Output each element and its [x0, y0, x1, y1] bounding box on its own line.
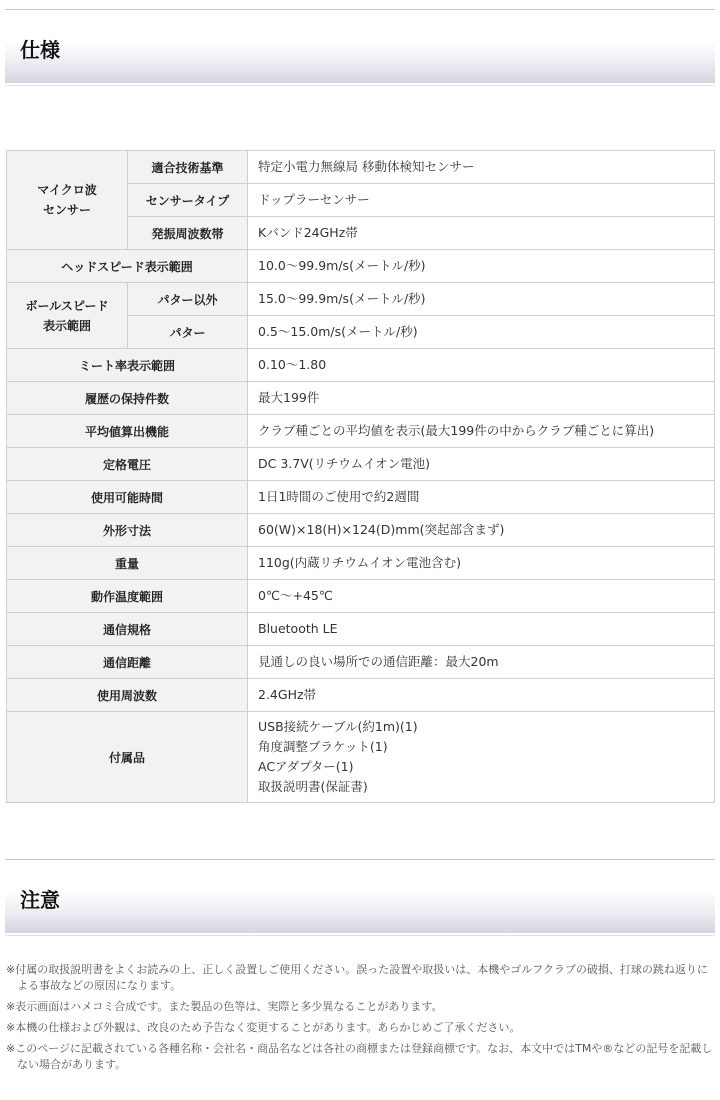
row-label: 使用周波数: [7, 679, 248, 712]
row-value: 特定小電力無線局 移動体検知センサー: [248, 151, 715, 184]
table-row: [7, 349, 715, 382]
table-row: [7, 151, 715, 184]
row-value: 最大199件: [248, 382, 715, 415]
accessory-item: 取扱説明書(保証書): [258, 779, 368, 794]
table-row: [7, 547, 715, 580]
table-row: [7, 382, 715, 415]
row-value: 0℃～+45℃: [248, 580, 715, 613]
spec-section-header: [5, 9, 715, 83]
row-label: 重量: [7, 547, 248, 580]
row-label: 定格電圧: [7, 448, 248, 481]
row-label: 発振周波数帯: [128, 217, 248, 250]
row-label: パター以外: [128, 283, 248, 316]
row-label: 履歴の保持件数: [7, 382, 248, 415]
note-item: ※付属の取扱説明書をよくお読みの上、正しく設置しご使用ください。誤った設置や取扱いは、本機やゴルフクラブの破損、打球の跳ね返りによる事故などの原因になります。: [6, 963, 708, 992]
table-row: [7, 679, 715, 712]
notes-section-title: 注意: [20, 888, 60, 912]
row-value: Bluetooth LE: [248, 613, 715, 646]
table-row: [7, 283, 715, 316]
row-value: ドップラーセンサー: [248, 184, 715, 217]
table-row: [7, 613, 715, 646]
table-row: [7, 580, 715, 613]
row-label: パター: [128, 316, 248, 349]
table-row: [7, 250, 715, 283]
accessories-list: [248, 712, 715, 803]
row-value: 見通しの良い場所での通信距離：最大20m: [248, 646, 715, 679]
row-label: ミート率表示範囲: [7, 349, 248, 382]
row-label: 通信規格: [7, 613, 248, 646]
note-item: ※本機の仕様および外観は、改良のため予告なく変更することがあります。あらかじめご了承ください。: [6, 1021, 521, 1034]
row-value: 0.10～1.80: [248, 349, 715, 382]
row-value: クラブ種ごとの平均値を表示(最大199件の中からクラブ種ごとに算出): [248, 415, 715, 448]
row-value: 60(W)×18(H)×124(D)mm(突起部含まず): [248, 514, 715, 547]
row-value: 10.0～99.9m/s(メートル/秒): [248, 250, 715, 283]
table-row: [7, 646, 715, 679]
row-label: 通信距離: [7, 646, 248, 679]
table-row: [7, 514, 715, 547]
row-value: Kバンド24GHz帯: [248, 217, 715, 250]
accessory-item: 角度調整ブラケット(1): [258, 739, 388, 754]
row-value: 110g(内蔵リチウムイオン電池含む): [248, 547, 715, 580]
row-label: 使用可能時間: [7, 481, 248, 514]
table-row: [7, 481, 715, 514]
row-label: 平均値算出機能: [7, 415, 248, 448]
row-label: 外形寸法: [7, 514, 248, 547]
group-label: ボールスピード 表示範囲: [7, 283, 128, 349]
table-row: [7, 712, 715, 803]
row-label: 適合技術基準: [128, 151, 248, 184]
row-value: 2.4GHz帯: [248, 679, 715, 712]
row-label: 付属品: [7, 712, 248, 803]
row-label: ヘッドスピード表示範囲: [7, 250, 248, 283]
table-row: [7, 448, 715, 481]
spec-table: [6, 150, 715, 803]
row-value: 15.0～99.9m/s(メートル/秒): [248, 283, 715, 316]
accessory-item: USB接続ケーブル(約1m)(1): [258, 719, 418, 734]
accessory-item: ACアダプター(1): [258, 759, 354, 774]
row-label: センサータイプ: [128, 184, 248, 217]
table-row: [7, 415, 715, 448]
note-item: ※表示画面はハメコミ合成です。また製品の色等は、実際と多少異なることがあります。: [6, 1000, 443, 1013]
notes-section-header: [5, 859, 715, 933]
row-value: 1日1時間のご使用で約2週間: [248, 481, 715, 514]
group-label: マイクロ波 センサー: [7, 151, 128, 250]
row-label: 動作温度範囲: [7, 580, 248, 613]
note-item: ※このページに記載されている各種名称・会社名・商品名などは各社の商標または登録商標です。なお、本文中ではTMや®などの記号を記載しない場合があります。: [6, 1042, 713, 1071]
row-value: 0.5～15.0m/s(メートル/秒): [248, 316, 715, 349]
notes-list: [6, 962, 716, 1078]
spec-section-title: 仕様: [20, 38, 60, 62]
row-value: DC 3.7V(リチウムイオン電池): [248, 448, 715, 481]
